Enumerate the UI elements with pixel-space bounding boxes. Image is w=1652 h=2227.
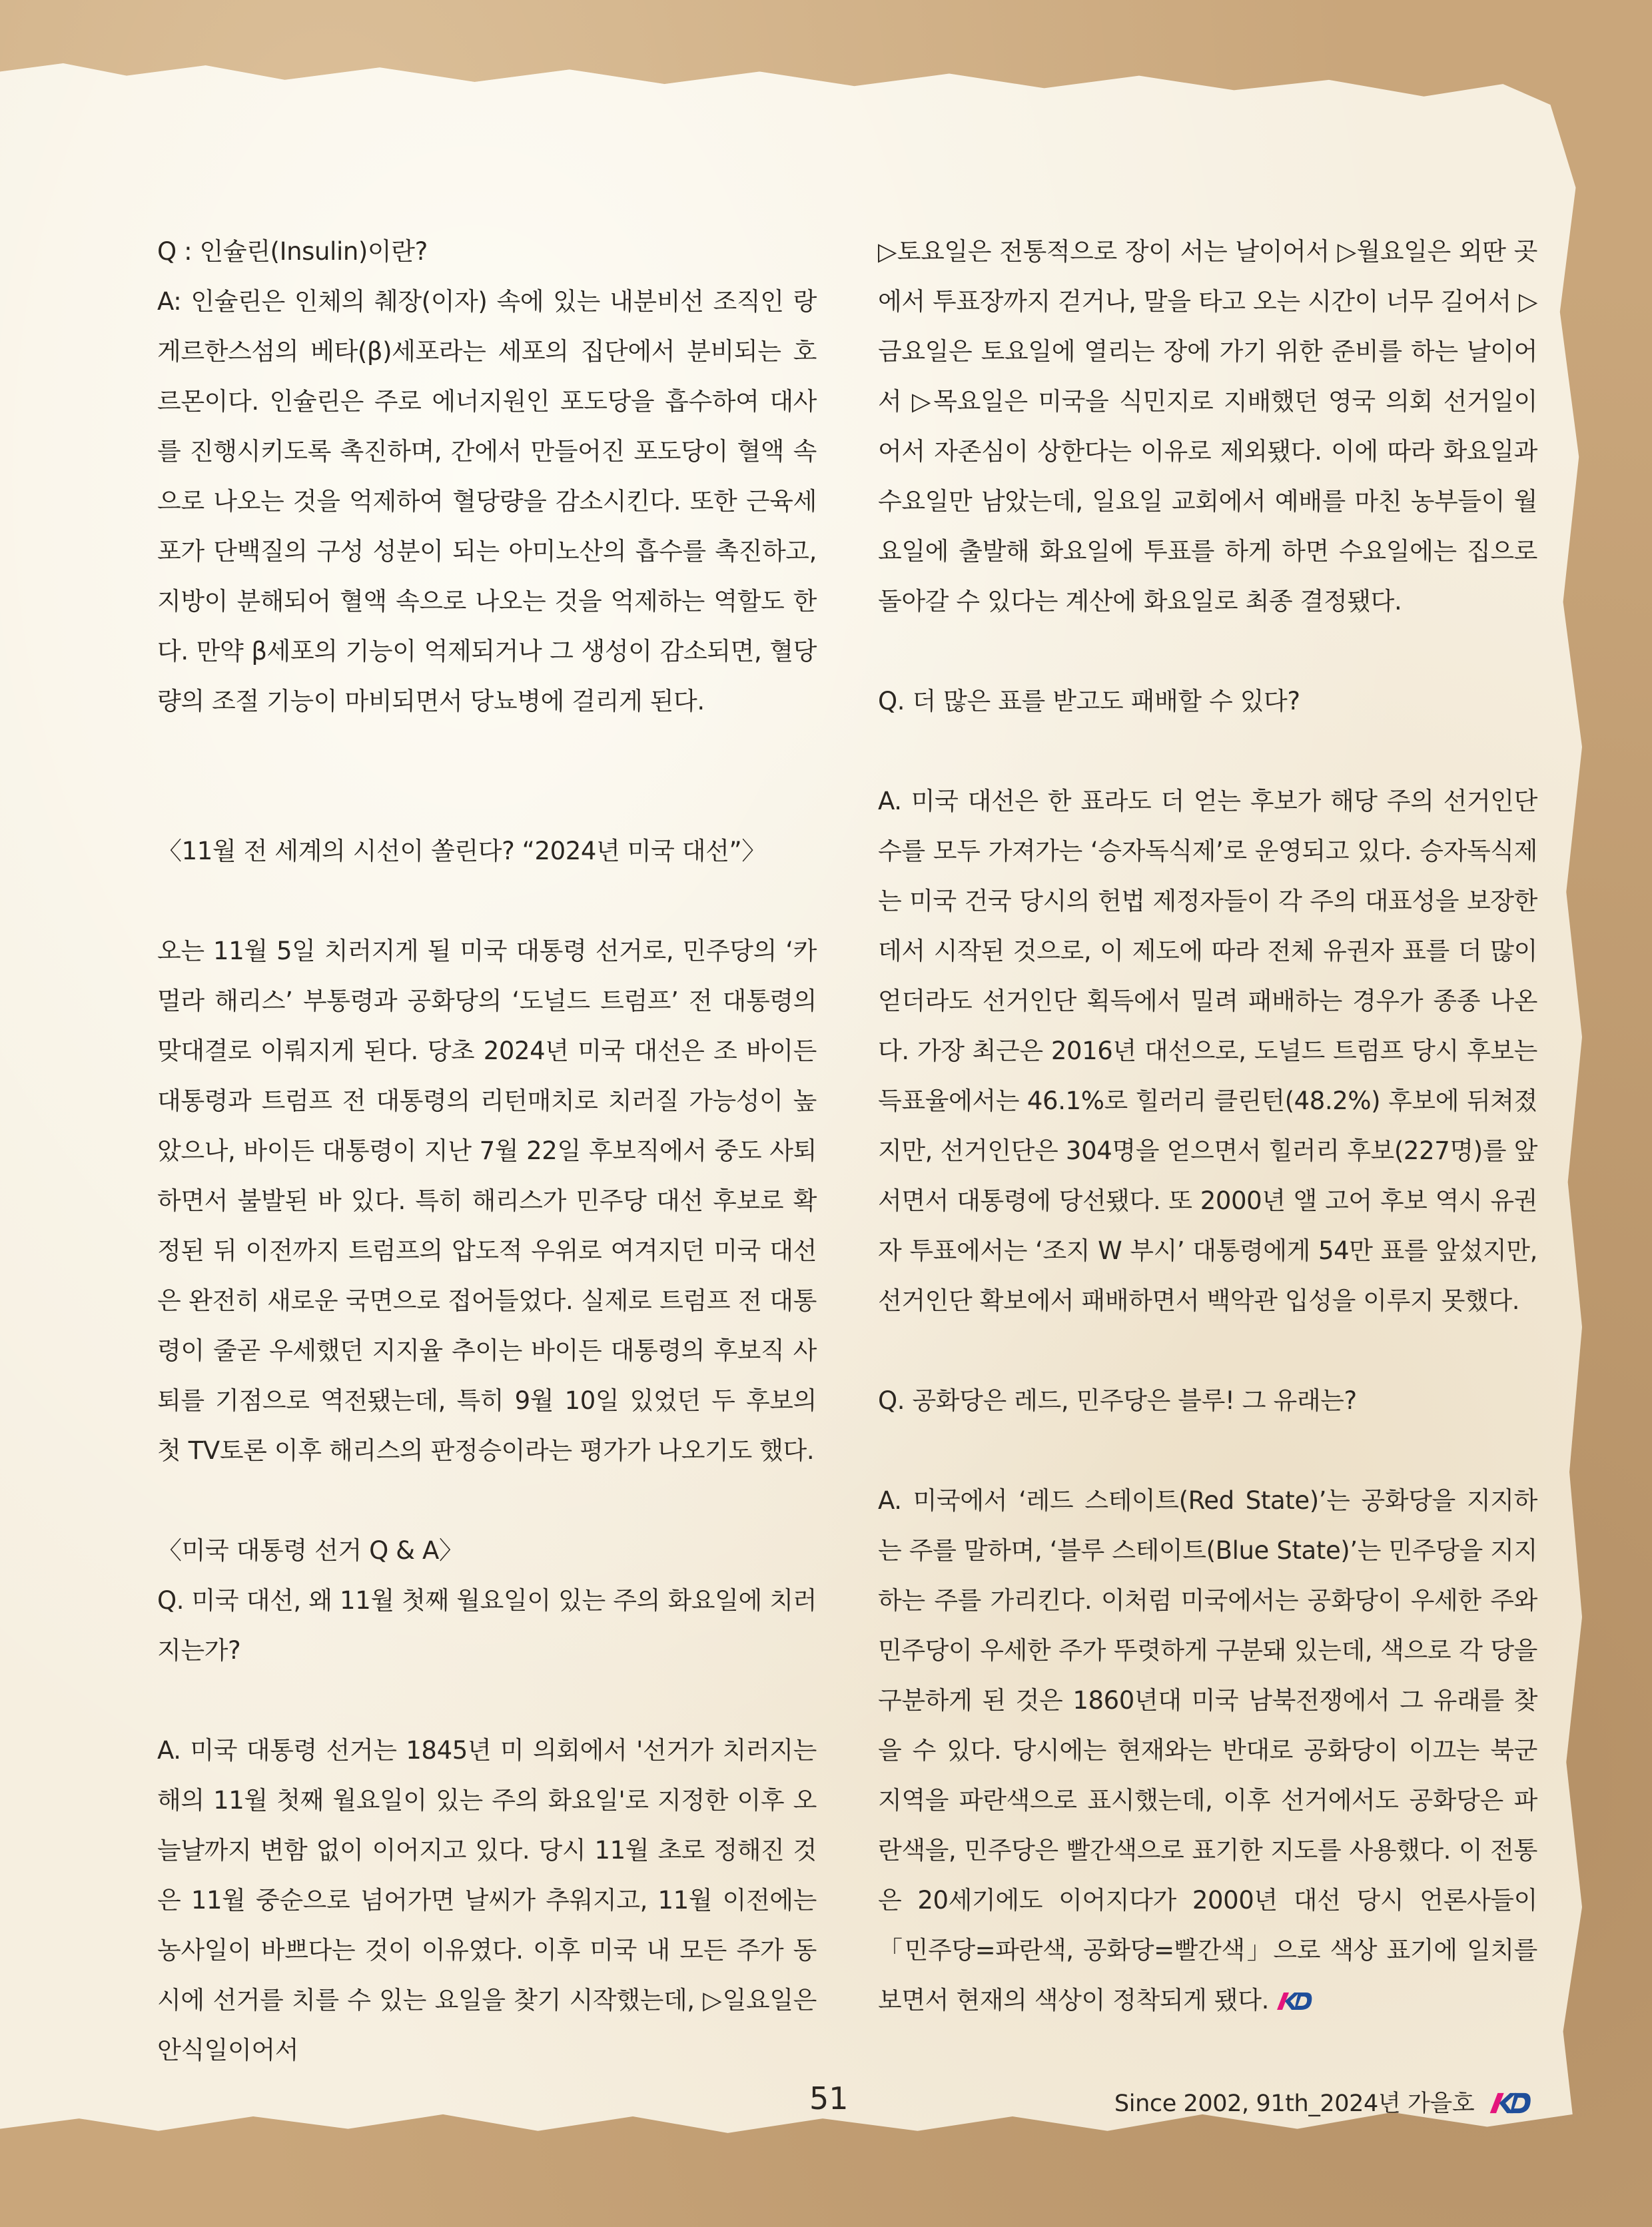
red-blue-answer (878, 1476, 1537, 2025)
spacer (157, 1476, 817, 1526)
issue-footer (1114, 2085, 1533, 2118)
spacer (878, 1426, 1537, 1476)
red-blue-answer-text: A. 미국에서 ‘레드 스테이트(Red State)’는 공화당을 지지하는 주를 말하며, ‘블루 스테이트(Blue State)’는 민주당을 지지하는 주를 가리킨다. 이처럼 미국에서는 공화당이 우세한 주와 민주당이 우세한 주가 뚜렷하게 구분돼 있는데, 색으로 각 당을 구분하게 된 것은 1860년대 미국 남북전쟁에서 그 유래를 찾을 수 있다. 당시에는 현재와는 반대로 공화당이 이끄는 북군 지역을 파란색으로 표시했는데, 이후 선거에서도 공화당은 파란색을, 민주당은 빨간색으로 표기한 지도를 사용했다. 이 전통은 20세기에도 이어지다가 2000년 대선 당시 언론사들이 「민주당=파란색, 공화당=빨간색」으로 색상 표기에 일치를 보면서 현재의 색상이 정착되게 됐다. (878, 1486, 1537, 2014)
insulin-question: Q : 인슐린(Insulin)이란? (157, 237, 428, 266)
election-section-heading: 〈11월 전 세계의 시선이 쏠린다? “2024년 미국 대선”〉 (157, 837, 766, 865)
electoral-question: Q. 더 많은 표를 받고도 패배할 수 있다? (878, 687, 1300, 715)
spacer (878, 626, 1537, 676)
spacer (878, 1326, 1537, 1376)
right-column (878, 226, 1537, 2025)
tuesday-answer-continued: ▷토요일은 전통적으로 장이 서는 날이어서 ▷월요일은 외딴 곳에서 투표장까지 걷거나, 말을 타고 오는 시간이 너무 길어서 ▷금요일은 토요일에 열리는 장에 가기 위한 준비를 하는 날이어서 ▷목요일은 미국을 식민지로 지배했던 영국 의회 선거일이어서 자존심이 상한다는 이유로 제외됐다. 이에 따라 화요일과 수요일만 남았는데, 일요일 교회에서 예배를 마친 농부들이 월요일에 출발해 화요일에 투표를 하게 하면 수요일에는 집으로 돌아갈 수 있다는 계산에 화요일로 최종 결정됐다. (878, 237, 1537, 616)
spacer (157, 726, 817, 826)
tuesday-answer: A. 미국 대통령 선거는 1845년 미 의회에서 '선거가 치러지는 해의 11월 첫째 월요일이 있는 주의 화요일'로 지정한 이후 오늘날까지 변함 없이 이어지고 있다. 당시 11월 초로 정해진 것은 11월 중순으로 넘어가면 날씨가 추워지고, 11월 이전에는 농사일이 바쁘다는 것이 이유였다. 이후 미국 내 모든 주가 동시에 선거를 치를 수 있는 요일을 찾기 시작했는데, ▷일요일은 안식일이어서 (157, 1736, 817, 2064)
red-blue-question: Q. 공화당은 레드, 민주당은 블루! 그 유래는? (878, 1386, 1357, 1415)
issue-label: Since 2002, 91th_2024년 가을호 (1114, 2090, 1475, 2117)
spacer (157, 876, 817, 926)
electoral-answer: A. 미국 대선은 한 표라도 더 얻는 후보가 해당 주의 선거인단 수를 모두 가져가는 ‘승자독식제’로 운영되고 있다. 승자독식제는 미국 건국 당시의 헌법 제정자들이 각 주의 대표성을 보장한 데서 시작된 것으로, 이 제도에 따라 전체 유권자 표를 더 많이 얻더라도 선거인단 획득에서 밀려 패배하는 경우가 종종 나온다. 가장 최근은 2016년 대선으로, 도널드 트럼프 당시 후보는 득표율에서는 46.1%로 힐러리 클린턴(48.2%) 후보에 뒤쳐졌지만, 선거인단은 304명을 얻으면서 힐러리 후보(227명)를 앞서면서 대통령에 당선됐다. 또 2000년 앨 고어 후보 역시 유권자 투표에서는 ‘조지 W 부시’ 대통령에게 54만 표를 앞섰지만, 선거인단 확보에서 패배하면서 백악관 입성을 이루지 못했다. (878, 787, 1537, 1315)
qa-section-heading: 〈미국 대통령 선거 Q & A〉 (157, 1536, 464, 1565)
page-number: 51 (809, 2080, 849, 2116)
spacer (157, 1675, 817, 1725)
election-intro-paragraph: 오는 11월 5일 치러지게 될 미국 대통령 선거로, 민주당의 ‘카멀라 해리스’ 부통령과 공화당의 ‘도널드 트럼프’ 전 대통령의 맞대결로 이뤄지게 된다. 당초 2024년 미국 대선은 조 바이든 대통령과 트럼프 전 대통령의 리턴매치로 치러질 가능성이 높았으나, 바이든 대통령이 지난 7월 22일 후보직에서 중도 사퇴하면서 불발된 바 있다. 특히 해리스가 민주당 대선 후보로 확정된 뒤 이전까지 트럼프의 압도적 우위로 여겨지던 미국 대선은 완전히 새로운 국면으로 접어들었다. 실제로 트럼프 전 대통령이 줄곧 우세했던 지지율 추이는 바이든 대통령의 후보직 사퇴를 기점으로 역전됐는데, 특히 9월 10일 있었던 두 후보의 첫 TV토론 이후 해리스의 판정승이라는 평가가 나오기도 했다. (157, 937, 817, 1465)
kd-logo-icon (1487, 2090, 1533, 2116)
kd-logo-icon (1274, 1990, 1314, 2012)
spacer (878, 726, 1537, 776)
tuesday-question: Q. 미국 대선, 왜 11월 첫째 월요일이 있는 주의 화요일에 치러지는가? (157, 1586, 817, 1665)
left-column (157, 226, 817, 2075)
insulin-answer: A: 인슐린은 인체의 췌장(이자) 속에 있는 내분비선 조직인 랑게르한스섬의 베타(β)세포라는 세포의 집단에서 분비되는 호르몬이다. 인슐린은 주로 에너지원인 포도당을 흡수하여 대사를 진행시키도록 촉진하며, 간에서 만들어진 포도당이 혈액 속으로 나오는 것을 억제하여 혈당량을 감소시킨다. 또한 근육세포가 단백질의 구성 성분이 되는 아미노산의 흡수를 촉진하고, 지방이 분해되어 혈액 속으로 나오는 것을 억제하는 역할도 한다. 만약 β세포의 기능이 억제되거나 그 생성이 감소되면, 혈당량의 조절 기능이 마비되면서 당뇨병에 걸리게 된다. (157, 287, 817, 715)
